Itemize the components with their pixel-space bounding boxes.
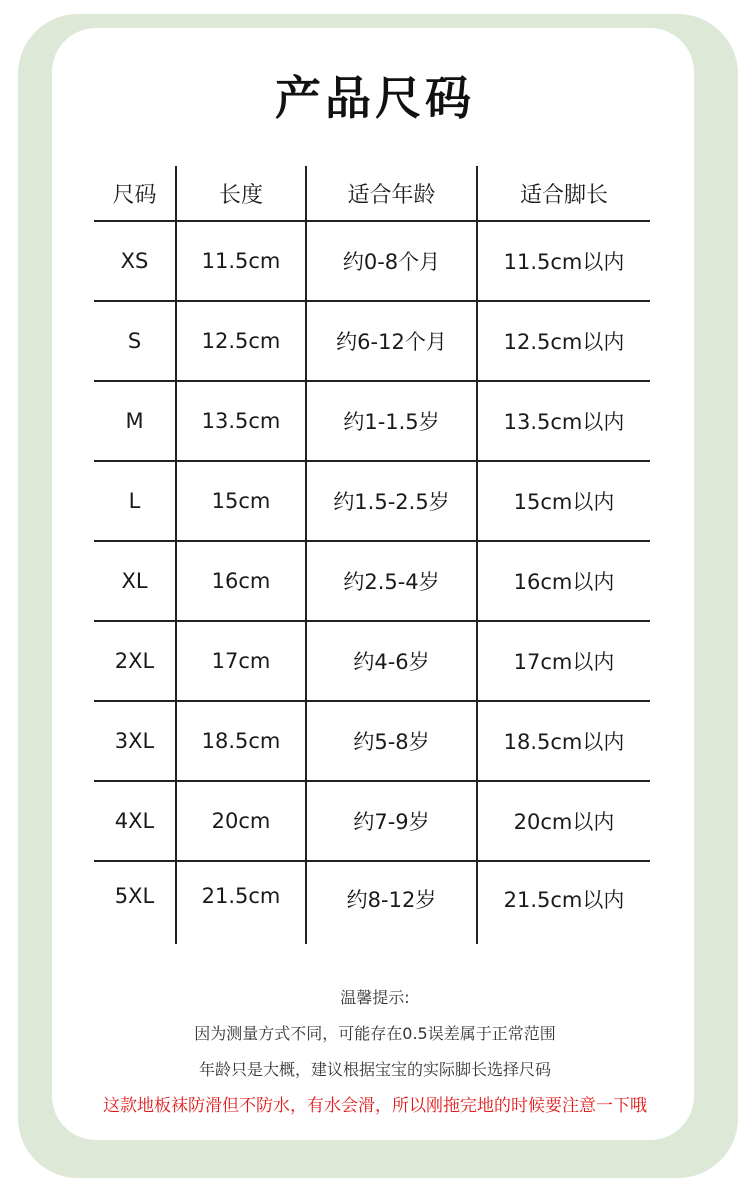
- cell-size: 5XL: [94, 861, 176, 944]
- cell-foot-length: 20cm以内: [477, 781, 650, 861]
- cell-age: 约6-12个月: [306, 301, 477, 381]
- cell-length: 21.5cm: [176, 861, 306, 944]
- notes-heading: 温馨提示:: [340, 988, 410, 1007]
- table-row: [94, 541, 650, 621]
- cell-foot-length: 21.5cm以内: [477, 861, 650, 944]
- cell-size: 3XL: [94, 701, 176, 781]
- cell-foot-length: 18.5cm以内: [477, 701, 650, 781]
- table-row: [94, 861, 650, 944]
- cell-length: 13.5cm: [176, 381, 306, 461]
- cell-foot-length: 11.5cm以内: [477, 221, 650, 301]
- cell-foot-length: 12.5cm以内: [477, 301, 650, 381]
- table-header-row: [94, 166, 650, 221]
- size-table: [94, 166, 650, 944]
- table-row: [94, 461, 650, 541]
- header-length: 长度: [176, 166, 306, 221]
- table-row: [94, 621, 650, 701]
- header-size: 尺码: [94, 166, 176, 221]
- cell-size: 4XL: [94, 781, 176, 861]
- cell-size: XS: [120, 249, 149, 273]
- cell-size: 2XL: [94, 621, 176, 701]
- cell-length: 17cm: [176, 621, 306, 701]
- note-warning: 这款地板袜防滑但不防水，有水会滑，所以刚拖完地的时候要注意一下哦: [103, 1096, 647, 1116]
- cell-age: 约0-8个月: [306, 221, 477, 301]
- table-row: [94, 781, 650, 861]
- cell-age: 约8-12岁: [306, 861, 477, 944]
- cell-age: 约4-6岁: [306, 621, 477, 701]
- cell-length: 12.5cm: [176, 301, 306, 381]
- cell-age: 约2.5-4岁: [306, 541, 477, 621]
- table-row: [94, 381, 650, 461]
- cell-size: L: [94, 461, 176, 541]
- cell-foot-length: 16cm以内: [477, 541, 650, 621]
- cell-size: S: [94, 301, 176, 381]
- table-row: [94, 301, 650, 381]
- cell-length: 16cm: [176, 541, 306, 621]
- cell-age: 约7-9岁: [306, 781, 477, 861]
- cell-foot-length: 17cm以内: [477, 621, 650, 701]
- cell-age: 约1.5-2.5岁: [306, 461, 477, 541]
- cell-length: 18.5cm: [176, 701, 306, 781]
- cell-size: M: [94, 381, 176, 461]
- note-measurement: 因为测量方式不同，可能存在0.5误差属于正常范围: [194, 1024, 556, 1043]
- cell-length: 11.5cm: [176, 221, 306, 301]
- cell-age: 约5-8岁: [306, 701, 477, 781]
- notes-section: [0, 980, 750, 1124]
- header-age: 适合年龄: [306, 166, 477, 221]
- table-row: [94, 221, 650, 301]
- cell-foot-length: 15cm以内: [477, 461, 650, 541]
- header-foot-length: 适合脚长: [477, 166, 650, 221]
- cell-age: 约1-1.5岁: [306, 381, 477, 461]
- table-row: [94, 701, 650, 781]
- cell-length: 20cm: [176, 781, 306, 861]
- cell-size: XL: [94, 541, 176, 621]
- page-title: 产品尺码: [275, 71, 475, 125]
- cell-foot-length: 13.5cm以内: [477, 381, 650, 461]
- note-age: 年龄只是大概，建议根据宝宝的实际脚长选择尺码: [198, 1060, 551, 1079]
- cell-length: 15cm: [176, 461, 306, 541]
